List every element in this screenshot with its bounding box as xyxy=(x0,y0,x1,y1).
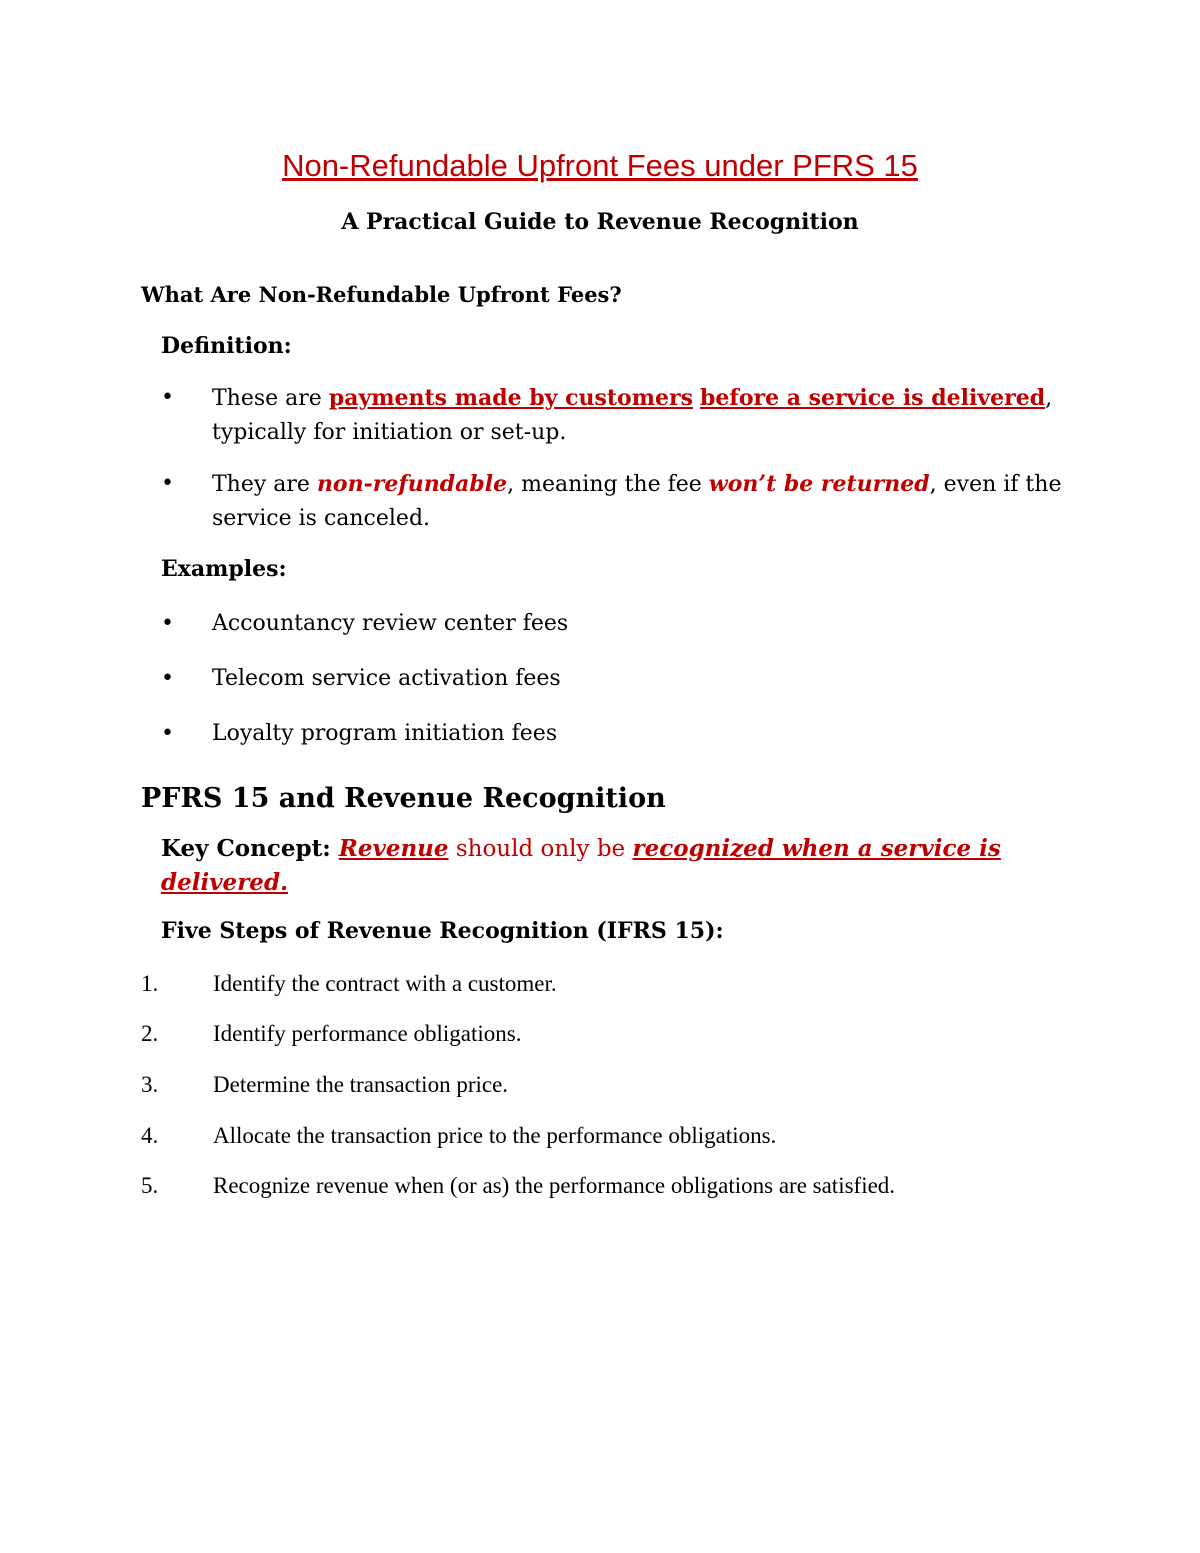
example-item xyxy=(161,607,1081,641)
example-item xyxy=(161,662,1081,696)
bullet-text: , typically for initiation or set-up. xyxy=(212,386,1053,445)
step-number: 4. xyxy=(141,1123,159,1148)
example-text: Loyalty program initiation fees xyxy=(212,721,558,746)
step-text: Allocate the transaction price to the performance obligations. xyxy=(213,1123,777,1148)
step-text: Determine the transaction price. xyxy=(213,1072,509,1097)
step-text: Identify performance obligations. xyxy=(213,1021,522,1046)
highlight-revenue: Revenue xyxy=(338,835,449,862)
key-concept-text: should only be xyxy=(448,836,633,862)
highlight-before-delivered: before a service is delivered xyxy=(699,385,1046,411)
highlight-recognized-delivered: recognized when a service is delivered. xyxy=(161,835,1001,896)
bullet-icon: • xyxy=(161,666,174,691)
steps-title: Five Steps of Revenue Recognition (IFRS 15): xyxy=(161,918,724,944)
example-text: Accountancy review center fees xyxy=(212,611,569,636)
section-heading-pfrs15: PFRS 15 and Revenue Recognition xyxy=(141,783,666,814)
bullet-icon: • xyxy=(161,385,174,410)
step-number: 5. xyxy=(141,1173,159,1198)
highlight-wont-be-returned: won’t be returned xyxy=(708,471,930,497)
step-item xyxy=(141,967,1041,1001)
highlight-payments: payments made by customers xyxy=(328,385,693,411)
step-item xyxy=(141,1017,1041,1051)
step-number: 2. xyxy=(141,1021,159,1046)
key-concept-label: Key Concept: xyxy=(161,835,339,862)
bullet-text xyxy=(693,386,700,411)
step-text: Recognize revenue when (or as) the performance obligations are satisfied. xyxy=(213,1173,896,1198)
step-number: 1. xyxy=(141,971,159,996)
definition-bullet-2 xyxy=(161,467,1081,536)
section-heading-what-are-fees: What Are Non-Refundable Upfront Fees? xyxy=(141,282,622,307)
step-item xyxy=(141,1119,1041,1153)
bullet-icon: • xyxy=(161,471,174,496)
bullet-text: , even if the service is canceled. xyxy=(212,472,1062,531)
definition-bullet-1 xyxy=(161,381,1081,450)
bullet-text: They are xyxy=(212,472,317,497)
example-text: Telecom service activation fees xyxy=(212,666,561,691)
highlight-non-refundable: non-refundable xyxy=(316,471,508,497)
definition-label: Definition: xyxy=(161,333,292,359)
step-number: 3. xyxy=(141,1072,159,1097)
document-title: Non-Refundable Upfront Fees under PFRS 15 xyxy=(282,148,918,183)
bullet-icon: • xyxy=(161,721,174,746)
step-item xyxy=(141,1169,941,1203)
bullet-icon: • xyxy=(161,611,174,636)
step-text: Identify the contract with a customer. xyxy=(213,971,557,996)
step-item xyxy=(141,1068,1041,1102)
examples-label: Examples: xyxy=(161,556,287,582)
bullet-text: , meaning the fee xyxy=(507,472,709,497)
example-item xyxy=(161,717,1081,751)
key-concept xyxy=(161,832,1061,900)
bullet-text: These are xyxy=(212,386,329,411)
document-subtitle: A Practical Guide to Revenue Recognition xyxy=(341,209,859,235)
